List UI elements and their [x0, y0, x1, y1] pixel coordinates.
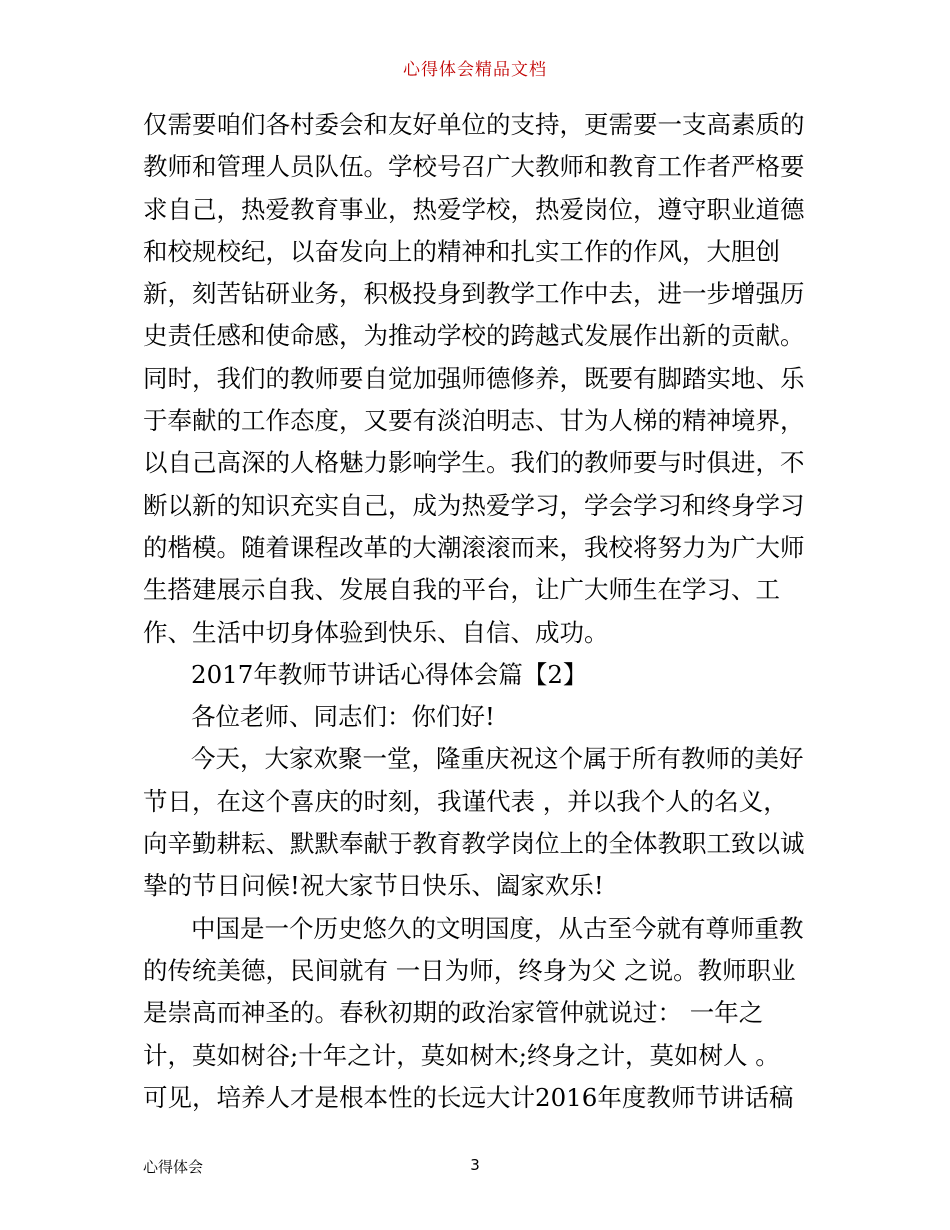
body-line: 节日，在这个喜庆的时刻，我谨代表 ，并以我个人的名义， [143, 786, 788, 816]
body-line: 是崇高而神圣的。春秋初期的政治家管仲就说过： 一年之 [143, 998, 764, 1028]
body-line: 仅需要咱们各村委会和友好单位的支持，更需要一支高素质的 [143, 110, 805, 139]
body-line: 可见，培养人才是根本性的长远大计2016年度教师节讲话稿 [143, 1082, 794, 1112]
body-line: 挚的节日问候!祝大家节日快乐、阖家欢乐! [143, 871, 604, 901]
section-heading: 2017年教师节讲话心得体会篇【2】 [191, 659, 588, 689]
body-line: 新，刻苦钻研业务，积极投身到教学工作中去，进一步增强历 [143, 279, 805, 309]
page-header: 心得体会精品文档 [403, 60, 547, 80]
footer-label: 心得体会 [143, 1158, 204, 1176]
salutation: 各位老师、同志们：你们好! [191, 702, 495, 732]
body-line: 的楷模。随着课程改革的大潮滚滚而来，我校将努力为广大师 [143, 532, 805, 562]
body-line: 今天，大家欢聚一堂，隆重庆祝这个属于所有教师的美好 [191, 744, 804, 774]
body-line: 向辛勤耕耘、默默奉献于教育教学岗位上的全体教职工致以诚 [143, 829, 805, 859]
body-line: 中国是一个历史悠久的文明国度，从古至今就有尊师重教 [191, 913, 804, 943]
body-line: 同时，我们的教师要自觉加强师德修养，既要有脚踏实地、乐 [143, 363, 805, 393]
body-line: 作、生活中切身体验到快乐、自信、成功。 [143, 617, 609, 647]
body-line: 计，莫如树谷;十年之计，莫如树木;终身之计，莫如树人 。 [143, 1040, 780, 1070]
document-body [143, 104, 823, 1119]
body-line: 求自己，热爱教育事业，热爱学校，热爱岗位，遵守职业道德 [143, 194, 805, 224]
body-line: 以自己高深的人格魅力影响学生。我们的教师要与时俱进，不 [143, 448, 805, 478]
body-line: 生搭建展示自我、发展自我的平台，让广大师生在学习、工 [143, 575, 780, 605]
body-line: 教师和管理人员队伍。学校号召广大教师和教育工作者严格要 [143, 152, 805, 182]
body-line: 的传统美德，民间就有 一日为师，终身为父 之说。教师职业 [143, 955, 796, 985]
body-line: 于奉献的工作态度，又要有淡泊明志、甘为人梯的精神境界， [143, 406, 805, 436]
body-line: 史责任感和使命感，为推动学校的跨越式发展作出新的贡献。 [143, 321, 805, 351]
body-line: 和校规校纪，以奋发向上的精神和扎实工作的作风，大胆创 [143, 236, 780, 266]
body-line: 断以新的知识充实自己，成为热爱学习，学会学习和终身学习 [143, 490, 805, 520]
page-number: 3 [470, 1156, 480, 1174]
